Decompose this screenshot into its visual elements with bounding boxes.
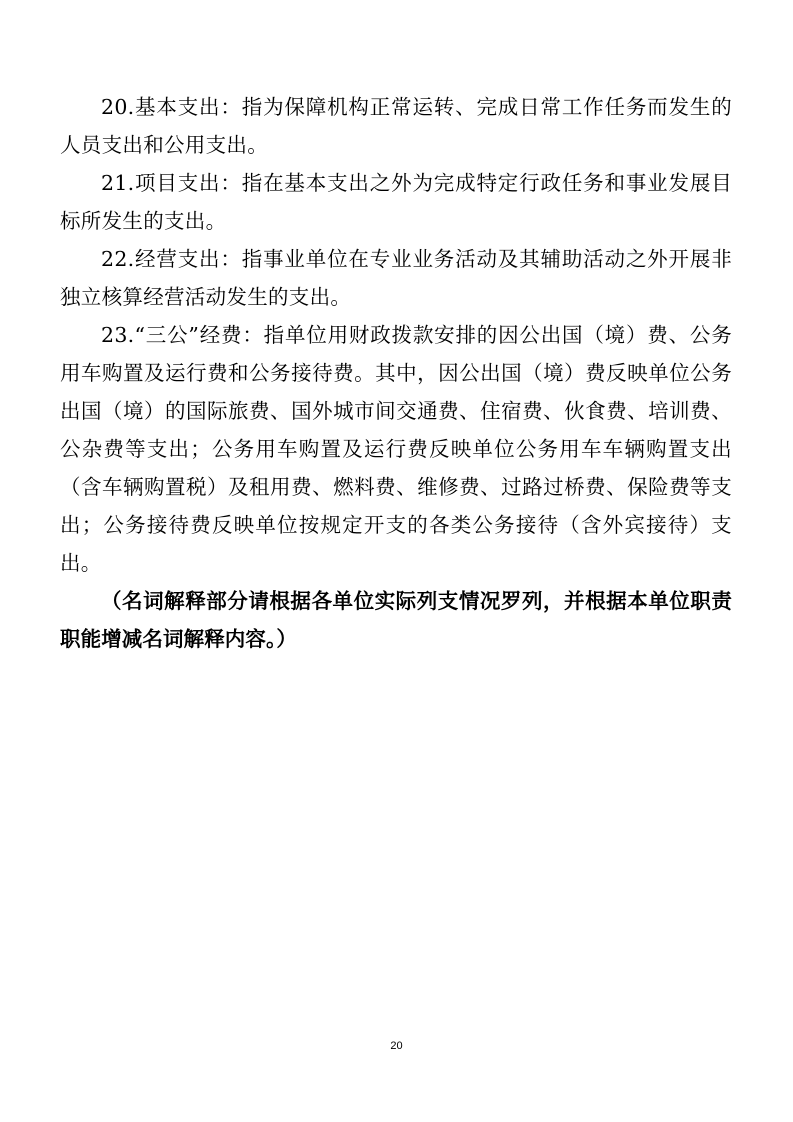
definition-operating-expenditure: 22.经营支出：指事业单位在专业业务活动及其辅助活动之外开展非独立核算经营活动发生的支出。 — [60, 247, 732, 309]
page-content — [60, 88, 732, 658]
explanatory-note: （名词解释部分请根据各单位实际列支情况罗列，并根据本单位职责职能增减名词解释内容。） — [60, 589, 732, 651]
definition-basic-expenditure: 20.基本支出：指为保障机构正常运转、完成日常工作任务而发生的人员支出和公用支出。 — [60, 95, 732, 157]
definition-three-public-expenses: 23.“三公”经费：指单位用财政拨款安排的因公出国（境）费、公务用车购置及运行费和公务接待费。其中，因公出国（境）费反映单位公务出国（境）的国际旅费、国外城市间交通费、住宿费、伙食费、培训费、公杂费等支出；公务用车购置及运行费反映单位公务用车车辆购置支出（含车辆购置税）及租用费、燃料费、维修费、过路过桥费、保险费等支出；公务接待费反映单位按规定开支的各类公务接待（含外宾接待）支出。 — [60, 323, 732, 575]
definition-project-expenditure: 21.项目支出：指在基本支出之外为完成特定行政任务和事业发展目标所发生的支出。 — [60, 171, 732, 233]
page-number: 20 — [390, 1040, 403, 1052]
